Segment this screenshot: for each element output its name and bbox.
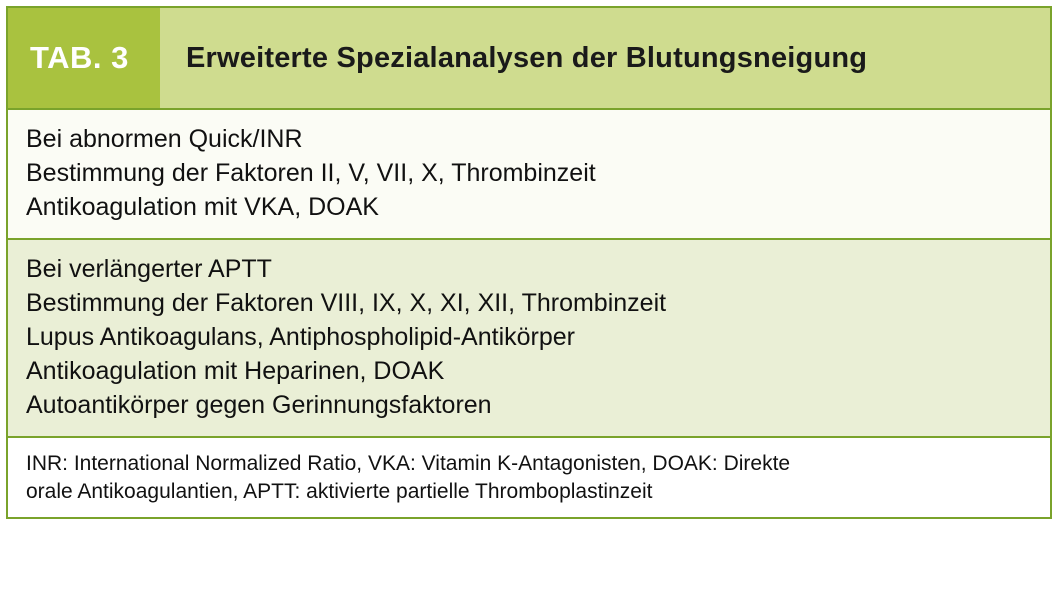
- table-number-badge: [8, 8, 160, 108]
- table-row: Bestimmung der Faktoren VIII, IX, X, XI, XII, Thrombinzeit: [26, 289, 667, 317]
- table-header: [6, 6, 1052, 110]
- table-container: [6, 6, 1052, 519]
- footnote-line: orale Antikoagulantien, APTT: aktivierte partielle Thromboplastinzeit: [26, 479, 653, 503]
- table-footnote: [6, 438, 1052, 519]
- table-row: Bei abnormen Quick/INR: [26, 125, 303, 153]
- table-row: Antikoagulation mit Heparinen, DOAK: [26, 357, 445, 385]
- table-row: Bei verlängerter APTT: [26, 255, 272, 283]
- table-row: Lupus Antikoagulans, Antiphospholipid-Antikörper: [26, 323, 575, 351]
- table-row: Bestimmung der Faktoren II, V, VII, X, Thrombinzeit: [26, 159, 596, 187]
- table-section-abnormal-quick-inr: [6, 110, 1052, 240]
- table-title-label: Erweiterte Spezialanalysen der Blutungsneigung: [186, 41, 868, 74]
- table-title: [160, 8, 1050, 108]
- table-row: Antikoagulation mit VKA, DOAK: [26, 193, 379, 221]
- table-number-label: TAB. 3: [30, 40, 129, 75]
- footnote-line: INR: International Normalized Ratio, VKA: Vitamin K-Antagonisten, DOAK: Direkte: [26, 452, 791, 475]
- table-row: Autoantikörper gegen Gerinnungsfaktoren: [26, 391, 492, 419]
- table-section-prolonged-aptt: [6, 240, 1052, 438]
